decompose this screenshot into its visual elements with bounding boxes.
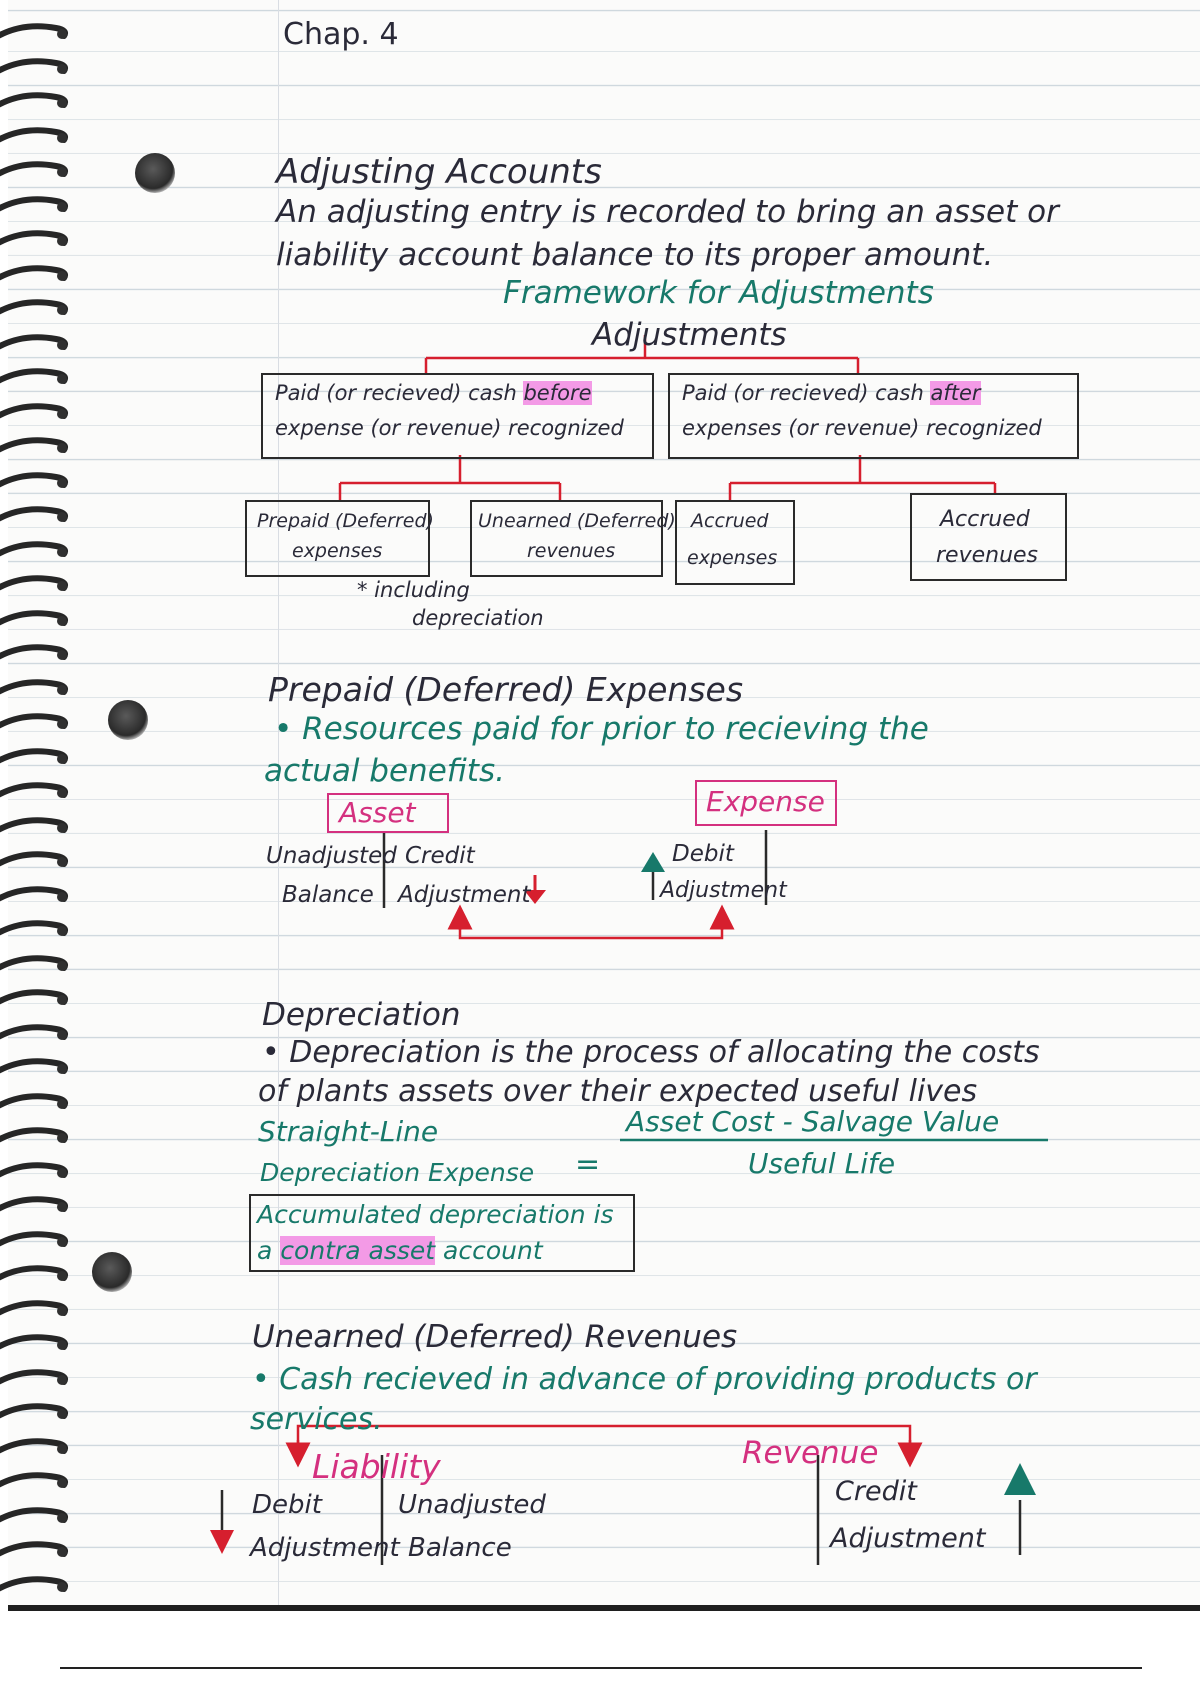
before-box-line-2: expense (or revenue) recognized [275,416,624,440]
formula-equals: = [575,1147,601,1182]
after-highlight: after [930,381,981,405]
liability-label: Liability [312,1447,441,1486]
adjusting-line-1: An adjusting entry is recorded to bring an asset or [276,194,1059,230]
formula-denominator: Useful Life [748,1147,896,1180]
contra-asset-highlight: contra asset [280,1236,436,1265]
asset-label: Asset [339,796,416,829]
liab-adjustment: Adjustment [250,1533,400,1563]
leaf-unearned-revenues [470,500,676,577]
leaf-prepaid-line-2: expenses [292,540,383,562]
before-recognized-box [261,373,654,459]
asset-balance: Balance [282,882,374,908]
expense-adjustment: Adjustment [660,878,787,903]
framework-root: Adjustments [592,317,787,353]
liab-balance: Balance [408,1533,512,1563]
leaf-accrued-exp-line-1: Accrued [691,510,769,532]
leaf-unearned-line-2: revenues [527,540,616,562]
before-highlight: before [523,381,592,405]
adjusting-heading: Adjusting Accounts [276,152,602,192]
prepaid-heading: Prepaid (Deferred) Expenses [268,670,744,709]
liab-debit: Debit [252,1490,322,1520]
depreciation-line-2: of plants assets over their expected useful lives [258,1074,978,1109]
after-box-line-1: Paid (or recieved) cash after [682,381,981,405]
before-box-line-1: Paid (or recieved) cash before [275,381,592,405]
rev-adjustment: Adjustment [830,1523,986,1554]
accum-box-line-2: a contra asset account [257,1236,543,1265]
formula-numerator: Asset Cost - Salvage Value [626,1105,1000,1138]
leaf-accrued-rev-line-1: Accrued [940,507,1030,532]
prepaid-bullet-line-2: actual benefits. [264,753,505,789]
revenue-label: Revenue [742,1435,879,1471]
unearned-heading: Unearned (Deferred) Revenues [252,1319,738,1355]
including-note-line-1: * including [357,578,470,602]
asset-unadjusted: Unadjusted [266,843,397,869]
including-note-line-2: depreciation [412,606,544,630]
after-recognized-box [668,373,1079,459]
asset-adjustment: Adjustment [398,882,531,908]
asset-label-box [327,793,449,833]
unearned-line-1: • Cash recieved in advance of providing products or [252,1362,1037,1397]
unearned-line-2: services. [250,1402,383,1437]
depreciation-line-1: • Depreciation is the process of allocating the costs [262,1035,1040,1070]
asset-credit: Credit [405,843,475,869]
expense-label: Expense [706,785,825,818]
leaf-accrued-exp-line-2: expenses [687,547,778,569]
leaf-prepaid-line-1: Prepaid (Deferred) [257,510,434,532]
after-box-line-2: expenses (or revenue) recognized [682,416,1042,440]
accumulated-depreciation-box [249,1194,635,1272]
formula-left-line-1: Straight-Line [258,1115,439,1148]
expense-debit: Debit [672,841,734,867]
leaf-prepaid-expenses [245,500,434,577]
liab-unadjusted: Unadjusted [398,1490,546,1520]
leaf-unearned-line-1: Unearned (Deferred) [478,510,676,532]
accum-box-line-1: Accumulated depreciation is [257,1200,614,1229]
prepaid-bullet-line-1: • Resources paid for prior to recieving the [274,711,929,747]
adjusting-line-2: liability account balance to its proper amount. [276,237,994,273]
depreciation-heading: Depreciation [262,997,461,1033]
chapter-label: Chap. 4 [283,17,399,52]
expense-label-box [695,780,837,826]
formula-left-line-2: Depreciation Expense [260,1158,535,1187]
framework-title: Framework for Adjustments [503,275,934,311]
leaf-accrued-rev-line-2: revenues [936,543,1039,568]
leaf-accrued-expenses [675,500,795,585]
rev-credit: Credit [835,1476,917,1507]
leaf-accrued-revenues [910,493,1067,581]
